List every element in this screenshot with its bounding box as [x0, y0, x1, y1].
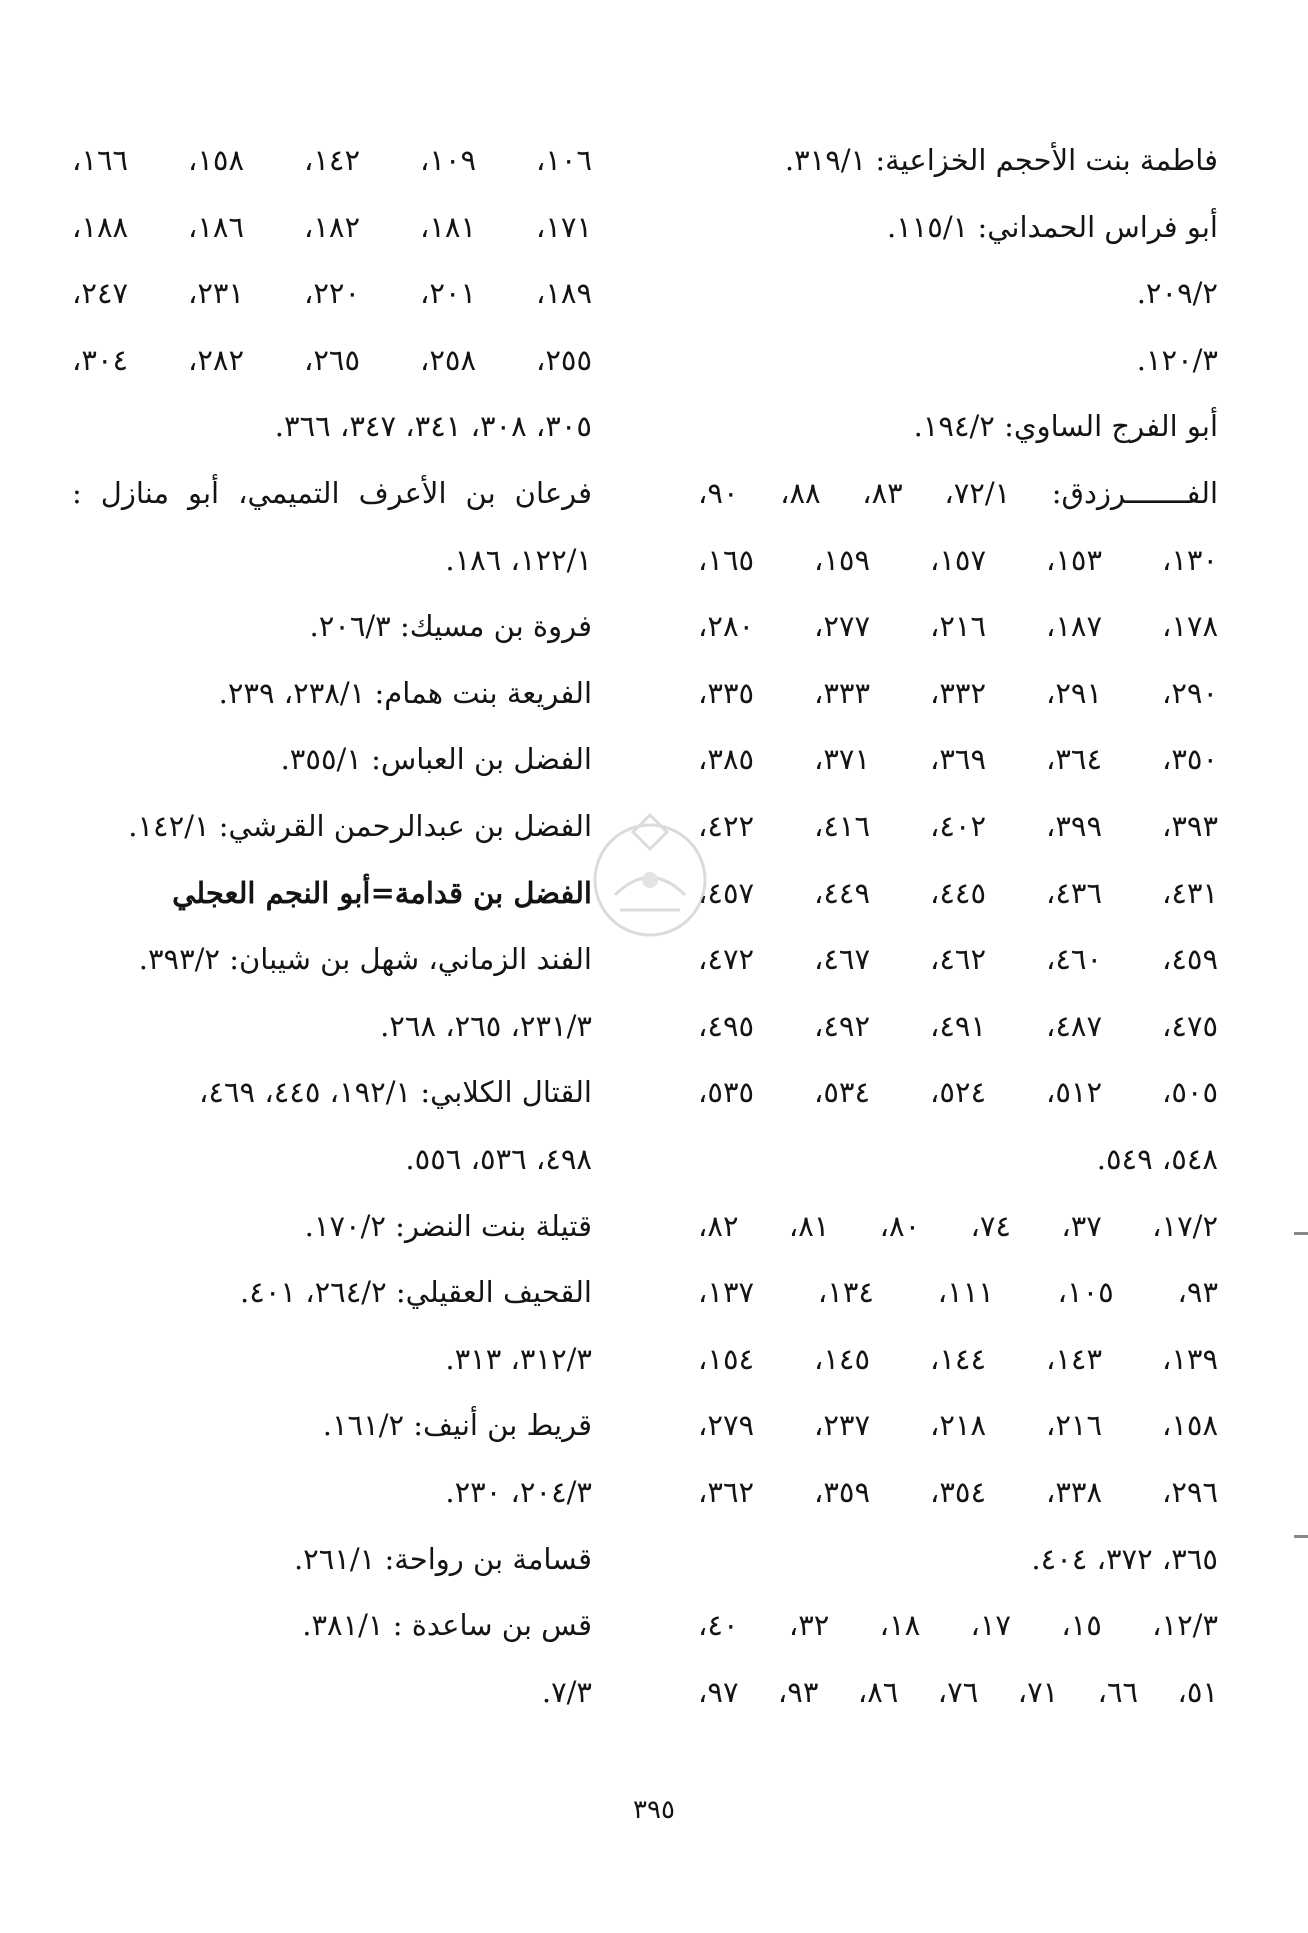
index-entry-line: ١٨٩، ٢٠١، ٢٢٠، ٢٣١، ٢٤٧،: [72, 276, 593, 311]
index-entry-line: ٥٠٥، ٥١٢، ٥٢٤، ٥٣٤، ٥٣٥،: [698, 1075, 1219, 1110]
index-entry-line: ٢٣١/٣، ٢٦٥، ٢٦٨.: [380, 1008, 592, 1043]
index-entry-line: ١٢٠/٣.: [1136, 342, 1218, 377]
index-entry-line: ١٣٠، ١٥٣، ١٥٧، ١٥٩، ١٦٥،: [698, 542, 1219, 577]
index-entry-line: الفضل بن عبدالرحمن القرشي: ١٤٢/١.: [128, 809, 592, 843]
index-entry-line: الفند الزماني، شهل بن شيبان: ٣٩٣/٢.: [138, 942, 592, 977]
index-entry-line: قس بن ساعدة : ٣٨١/١.: [302, 1608, 592, 1643]
index-entry-line: ٣٥٠، ٣٦٤، ٣٦٩، ٣٧١، ٣٨٥،: [698, 742, 1219, 777]
library-seal-watermark-icon: [560, 800, 740, 990]
index-entry-line: ٢٩٦، ٣٣٨، ٣٥٤، ٣٥٩، ٣٦٢،: [698, 1475, 1219, 1509]
index-entry-line: الفريعة بنت همام: ٢٣٨/١، ٢٣٩.: [218, 675, 592, 710]
index-entry-line: ٧/٣.: [541, 1674, 592, 1709]
index-entry-line: ٤٣١، ٤٣٦، ٤٤٥، ٤٤٩، ٤٥٧،: [698, 875, 1219, 910]
page-number: ٣٩٥: [633, 1795, 675, 1825]
index-entry-line: ٥١، ٦٦، ٧١، ٧٦، ٨٦، ٩٣، ٩٧،: [698, 1674, 1219, 1709]
scan-edge-mark: [1294, 1232, 1308, 1235]
index-entry-line: فرعان بن الأعرف التميمي، أبو منازل :: [72, 476, 592, 510]
index-entry-line: ٣٩٣، ٣٩٩، ٤٠٢، ٤١٦، ٤٢٢،: [698, 809, 1219, 843]
index-entry-line: قريط بن أنيف: ١٦١/٢.: [322, 1408, 592, 1443]
index-entry-line: فاطمة بنت الأحجم الخزاعية: ٣١٩/١.: [784, 143, 1218, 177]
index-entry-line: أبو الفرج الساوي: ١٩٤/٢.: [913, 409, 1218, 444]
index-entry-line: ٤٩٨، ٥٣٦، ٥٥٦.: [405, 1142, 592, 1176]
index-entry-line: الفضل بن قدامة=أبو النجم العجلي: [172, 875, 592, 910]
index-entry-line: ١٧١، ١٨١، ١٨٢، ١٨٦، ١٨٨،: [72, 209, 593, 244]
index-entry-line: ١٧٨، ١٨٧، ٢١٦، ٢٧٧، ٢٨٠،: [698, 609, 1219, 644]
index-entry-line: فروة بن مسيك: ٢٠٦/٣.: [309, 609, 592, 644]
index-entry-line: الفضل بن العباس: ٣٥٥/١.: [280, 742, 592, 777]
index-entry-line: ١٠٦، ١٠٩، ١٤٢، ١٥٨، ١٦٦،: [72, 143, 593, 177]
index-entry-line: ٣٠٥، ٣٠٨، ٣٤١، ٣٤٧، ٣٦٦.: [274, 409, 592, 444]
index-entry-line: قتيلة بنت النضر: ١٧٠/٢.: [304, 1208, 592, 1243]
index-entry-line: القتال الكلابي: ١٩٢/١، ٤٤٥، ٤٦٩،: [199, 1075, 592, 1110]
index-entry-line: ٢٩٠، ٢٩١، ٣٣٢، ٣٣٣، ٣٣٥،: [698, 675, 1219, 710]
index-entry-line: ١٧/٢، ٣٧، ٧٤، ٨٠، ٨١، ٨٢،: [698, 1208, 1219, 1243]
index-entry-line: ٤٧٥، ٤٨٧، ٤٩١، ٤٩٢، ٤٩٥،: [698, 1008, 1219, 1043]
index-entry-line: قسامة بن رواحة: ٢٦١/١.: [293, 1541, 592, 1576]
index-entry-line: ١٥٨، ٢١٦، ٢١٨، ٢٣٧، ٢٧٩،: [698, 1408, 1219, 1443]
index-entry-line: أبو فراس الحمداني: ١١٥/١.: [886, 209, 1218, 244]
index-entry-line: ٣٦٥، ٣٧٢، ٤٠٤.: [1031, 1541, 1218, 1576]
index-entry-line: القحيف العقيلي: ٢٦٤/٢، ٤٠١.: [240, 1275, 592, 1310]
index-entry-line: ٤٥٩، ٤٦٠، ٤٦٢، ٤٦٧، ٤٧٢،: [698, 942, 1219, 977]
index-entry-line: ١٢/٣، ١٥، ١٧، ١٨، ٣٢، ٤٠،: [698, 1608, 1219, 1643]
index-entry-line: ٢٥٥، ٢٥٨، ٢٦٥، ٢٨٢، ٣٠٤،: [72, 342, 593, 377]
index-entry-line: ٩٣، ١٠٥، ١١١، ١٣٤، ١٣٧،: [698, 1275, 1219, 1310]
index-entry-line: ٢٠٩/٢.: [1136, 276, 1218, 311]
index-entry-line: ٣١٢/٣، ٣١٣.: [445, 1341, 592, 1376]
index-entry-line: ٥٤٨، ٥٤٩.: [1096, 1142, 1218, 1176]
index-entry-line: الفـــــــرزدق: ٧٢/١، ٨٣، ٨٨، ٩٠،: [698, 476, 1219, 510]
index-entry-line: ١٢٢/١، ١٨٦.: [445, 542, 592, 577]
index-entry-line: ٢٠٤/٣، ٢٣٠.: [445, 1475, 592, 1509]
scan-edge-mark: [1294, 1535, 1308, 1538]
index-entry-line: ١٣٩، ١٤٣، ١٤٤، ١٤٥، ١٥٤،: [698, 1341, 1219, 1376]
